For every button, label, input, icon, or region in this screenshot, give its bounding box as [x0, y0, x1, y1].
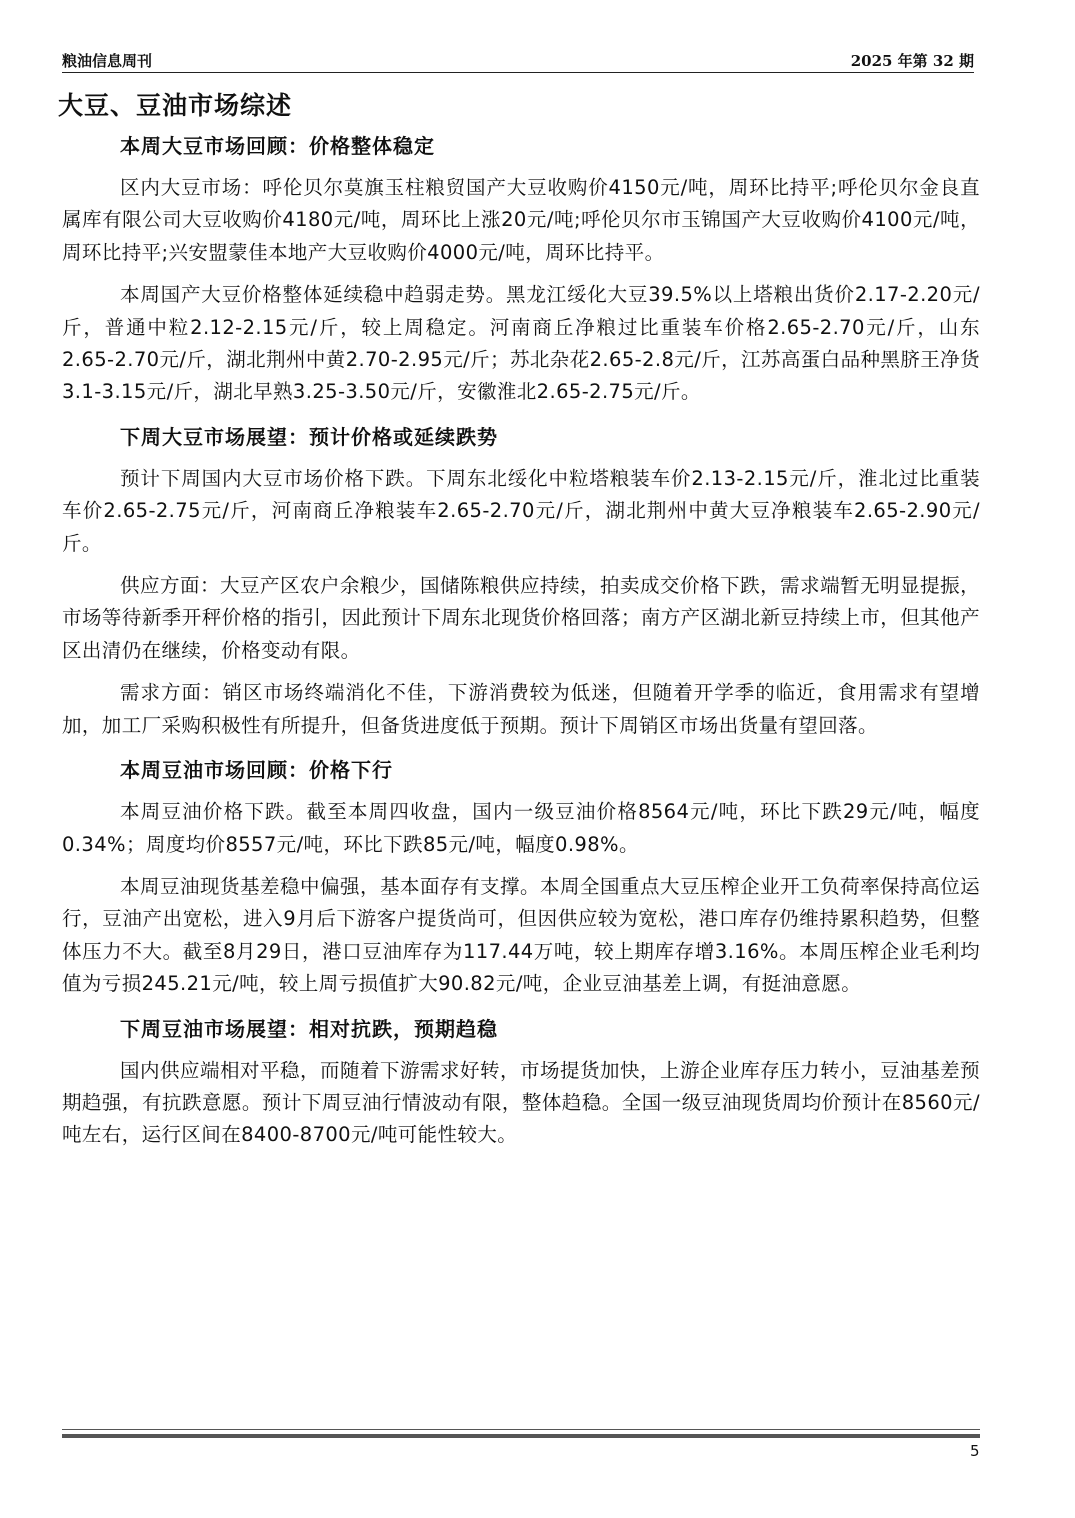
- section-heading-soy-review: 本周大豆市场回顾：价格整体稳定: [120, 134, 435, 158]
- paragraph: 本周国产大豆价格整体延续稳中趋弱走势。黑龙江绥化大豆39.5%以上塔粮出货价2.17-2.20元/斤，普通中粒2.12-2.15元/斤，较上周稳定。河南商丘净粮过比重装车价格2.65-2.70元/斤，山东2.65-2.70元/斤，湖北荆州中黄2.70-2.95元/斤；苏北杂花2.65-2.8元/斤，江苏高蛋白品种黑脐王净货3.1-3.15元/斤，湖北早熟3.25-3.50元/斤，安徽淮北2.65-2.75元/斤。: [62, 283, 980, 404]
- paragraph: 国内供应端相对平稳，而随着下游需求好转，市场提货加快，上游企业库存压力转小，豆油基差预期趋强，有抗跌意愿。预计下周豆油行情波动有限，整体趋稳。全国一级豆油现货周均价预计在8560元/吨左右，运行区间在8400-8700元/吨可能性较大。: [62, 1058, 980, 1147]
- page-title: 大豆、豆油市场综述: [58, 91, 293, 120]
- paragraph: 本周豆油价格下跌。截至本周四收盘，国内一级豆油价格8564元/吨，环比下跌29元/吨，幅度0.34%；周度均价8557元/吨，环比下跌85元/吨，幅度0.98%。: [62, 800, 980, 856]
- article-body: [62, 130, 980, 1152]
- paragraph: 本周豆油现货基差稳中偏强，基本面存有支撑。本周全国重点大豆压榨企业开工负荷率保持高位运行，豆油产出宽松，进入9月后下游客户提货尚可，但因供应较为宽松，港口库存仍维持累积趋势，但整体压力不大。截至8月29日，港口豆油库存为117.44万吨，较上期库存增3.16%。本周压榨企业毛利均值为亏损245.21元/吨，较上周亏损值扩大90.82元/吨，企业豆油基差上调，有挺油意愿。: [62, 874, 980, 996]
- paragraph: 区内大豆市场：呼伦贝尔莫旗玉柱粮贸国产大豆收购价4150元/吨，周环比持平;呼伦贝尔金良直属库有限公司大豆收购价4180元/吨，周环比上涨20元/吨;呼伦贝尔市玉锦国产大豆收购价4100元/吨，周环比持平;兴安盟蒙佳本地产大豆收购价4000元/吨，周环比持平。: [62, 176, 980, 264]
- paragraph: 供应方面：大豆产区农户余粮少，国储陈粮供应持续，拍卖成交价格下跌，需求端暂无明显提振，市场等待新季开秤价格的指引，因此预计下周东北现货价格回落；南方产区湖北新豆持续上市，但其他产区出清仍在继续，价格变动有限。: [62, 574, 980, 662]
- page-header: [62, 46, 974, 73]
- section-heading-oil-outlook: 下周豆油市场展望：相对抗跌，预期趋稳: [120, 1016, 498, 1041]
- publication-name: 粮油信息周刊: [62, 52, 153, 70]
- paragraph: 需求方面：销区市场终端消化不佳，下游消费较为低迷，但随着开学季的临近，食用需求有望增加，加工厂采购积极性有所提升，但备货进度低于预期。预计下周销区市场出货量有望回落。: [62, 681, 980, 737]
- page-number: 5: [970, 1442, 980, 1460]
- section-heading-soy-outlook: 下周大豆市场展望：预计价格或延续跌势: [120, 424, 498, 449]
- issue-number: 2025 年第 32 期: [850, 52, 974, 70]
- paragraph: 预计下周国内大豆市场价格下跌。下周东北绥化中粒塔粮装车价2.13-2.15元/斤，淮北过比重装车价2.65-2.75元/斤，河南商丘净粮装车2.65-2.70元/斤，湖北荆州中黄大豆净粮装车2.65-2.90元/斤。: [62, 466, 980, 555]
- footer-divider: [62, 1429, 980, 1430]
- section-heading-oil-review: 本周豆油市场回顾：价格下行: [120, 758, 393, 783]
- footer-divider-thick: [62, 1434, 980, 1438]
